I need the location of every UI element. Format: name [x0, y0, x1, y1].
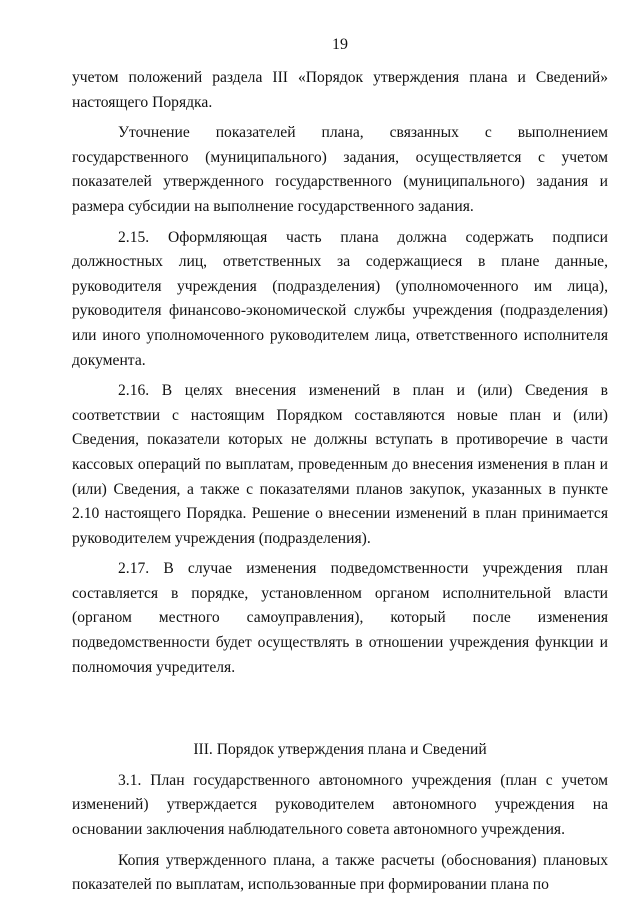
paragraph-2-15: 2.15. Оформляющая часть плана должна содержать подписи должностных лиц, ответственных за содержащиеся в плане данные, руководителя учреждения (подразделения) (уполномоченного им лица), руководителя финансово-экономической службы учреждения (подразделения) или иного уполномоченного руководителем лица, ответственного исполнителя документа.: [72, 228, 608, 369]
document-body: [72, 66, 608, 904]
paragraph-clarification: Уточнение показателей плана, связанных с выполнением государственного (муниципального) задания, осуществляется с учетом показателей утвержденного государственного (муниципального) задания и размера субсидии на выполнение государственного задания.: [72, 124, 608, 215]
paragraph-2-17: 2.17. В случае изменения подведомственности учреждения план составляется в порядке, установленном органом исполнительной власти (органом местного самоуправления), который после изменения подведомственности будет осуществлять в отношении учреждения функции и полномочия учредителя.: [72, 560, 608, 676]
page-number: 19: [332, 36, 348, 53]
paragraph-3-1: 3.1. План государственного автономного учреждения (план с учетом изменений) утверждается руководителем автономного учреждения на основании заключения наблюдательного совета автономного учреждения.: [72, 771, 608, 839]
paragraph-copy: Копия утвержденного плана, а также расчеты (обоснования) плановых показателей по выплатам, использованные при формировании плана по: [72, 851, 608, 894]
section-heading: III. Порядок утверждения плана и Сведений: [193, 741, 487, 759]
paragraph-continuation: учетом положений раздела III «Порядок утверждения плана и Сведений» настоящего Порядка.: [72, 69, 608, 111]
paragraph-2-16: 2.16. В целях внесения изменений в план и (или) Сведения в соответствии с настоящим Порядком составляются новые план и (или) Сведения, показатели которых не должны вступать в противоречие в части кассовых операций по выплатам, проведенным до внесения изменения в план и (или) Сведения, а также с показателями планов закупок, указанных в пункте 2.10 настоящего Порядка. Решение о внесении изменений в план принимается руководителем учреждения (подразделения).: [72, 382, 608, 547]
